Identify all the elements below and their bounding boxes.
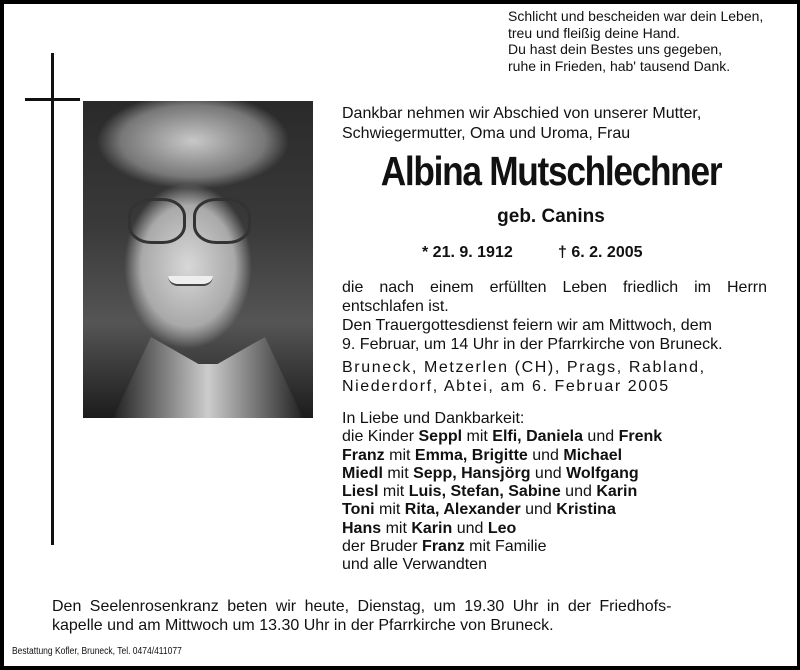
family-name: Karin bbox=[411, 519, 453, 537]
maiden-name: geb. Canins bbox=[497, 206, 605, 227]
family-name: Wolfgang bbox=[566, 464, 639, 482]
family-text: mit Familie bbox=[464, 538, 547, 556]
portrait-photo bbox=[83, 101, 313, 418]
family-list bbox=[342, 410, 662, 575]
collar bbox=[113, 328, 303, 418]
family-line bbox=[342, 538, 662, 556]
service-line: 9. Februar, um 14 Uhr in der Pfarrkirche von Bruneck. bbox=[342, 336, 723, 353]
family-text: und bbox=[530, 464, 567, 482]
poem-line: ruhe in Frieden, hab' tausend Dank. bbox=[508, 57, 731, 74]
family-text: die Kinder bbox=[342, 428, 419, 446]
family-line bbox=[342, 447, 662, 465]
family-line bbox=[342, 501, 662, 519]
family-text: mit bbox=[462, 428, 493, 446]
places-line: Bruneck, Metzerlen (CH), Prags, Rabland, bbox=[342, 359, 706, 376]
family-name: Rita, Alexander bbox=[404, 501, 521, 519]
family-name: Karin bbox=[596, 483, 638, 501]
family-name: Seppl bbox=[418, 428, 463, 446]
family-name: Kristina bbox=[556, 501, 616, 519]
family-name: Franz bbox=[422, 538, 465, 556]
poem bbox=[508, 8, 763, 74]
family-line bbox=[342, 483, 662, 501]
glasses-left bbox=[128, 198, 186, 244]
family-text: und bbox=[560, 483, 597, 501]
family-name: Hans bbox=[342, 519, 382, 537]
family-line bbox=[342, 428, 662, 446]
places-date bbox=[342, 358, 706, 396]
family-text: mit bbox=[378, 483, 409, 501]
passage-text: die nach einem erfüllten Leben friedlich im Herrn entschlafen ist. bbox=[342, 279, 767, 315]
intro-line: Schwiegermutter, Oma und Uroma, Frau bbox=[342, 125, 631, 142]
family-text: mit bbox=[381, 519, 412, 537]
intro bbox=[342, 104, 701, 144]
service-text bbox=[342, 316, 723, 354]
cross-icon-bar bbox=[25, 98, 80, 101]
intro-line: Dankbar nehmen wir Abschied von unserer Mutter, bbox=[342, 105, 702, 122]
family-text: und bbox=[582, 428, 619, 446]
family-name: Michael bbox=[563, 446, 623, 464]
family-name: Toni bbox=[342, 501, 375, 519]
family-text: mit bbox=[374, 501, 405, 519]
funeral-home-footer: Bestattung Kofler, Bruneck, Tel. 0474/411077 bbox=[12, 646, 182, 657]
family-text: mit bbox=[384, 446, 415, 464]
poem-line: Schlicht und bescheiden war dein Leben, bbox=[508, 8, 764, 24]
family-name: Franz bbox=[342, 446, 385, 464]
birth-date: * 21. 9. 1912 bbox=[422, 244, 513, 261]
family-name: Leo bbox=[487, 519, 517, 537]
family-name: Elfi, Daniela bbox=[492, 428, 583, 446]
rosary-line: kapelle und am Mittwoch um 13.30 Uhr in der Pfarrkirche von Bruneck. bbox=[52, 617, 554, 634]
family-text: und bbox=[520, 501, 557, 519]
family-name: Frenk bbox=[618, 428, 663, 446]
family-name: Miedl bbox=[342, 464, 383, 482]
places-line: Niederdorf, Abtei, am 6. Februar 2005 bbox=[342, 378, 670, 395]
rosary-line: Den Seelenrosenkranz beten wir heute, Dienstag, um 19.30 Uhr in der Friedhofs- bbox=[52, 598, 672, 615]
family-text: der Bruder bbox=[342, 538, 423, 556]
family-name: Sepp, Hansjörg bbox=[413, 464, 531, 482]
family-name: Liesl bbox=[342, 483, 379, 501]
family-text: und alle Verwandten bbox=[342, 556, 487, 574]
family-name: Luis, Stefan, Sabine bbox=[408, 483, 561, 501]
family-line bbox=[342, 556, 662, 574]
family-line bbox=[342, 465, 662, 483]
family-text: und bbox=[527, 446, 564, 464]
service-line: Den Trauergottesdienst feiern wir am Mittwoch, dem bbox=[342, 317, 712, 334]
family-text: und bbox=[452, 519, 488, 537]
family-text: mit bbox=[382, 464, 414, 482]
family-name: Emma, Brigitte bbox=[414, 446, 528, 464]
family-heading: In Liebe und Dankbarkeit: bbox=[342, 410, 525, 427]
smile bbox=[168, 276, 213, 286]
deceased-name: Albina Mutschlechner bbox=[380, 148, 722, 194]
poem-line: Du hast dein Bestes uns gegeben, bbox=[508, 41, 723, 57]
death-date: † 6. 2. 2005 bbox=[558, 244, 643, 261]
poem-line: treu und fleißig deine Hand. bbox=[508, 24, 680, 41]
cross-icon bbox=[51, 53, 54, 545]
family-line bbox=[342, 520, 662, 538]
glasses-right bbox=[193, 198, 251, 244]
rosary-notice bbox=[52, 597, 767, 635]
